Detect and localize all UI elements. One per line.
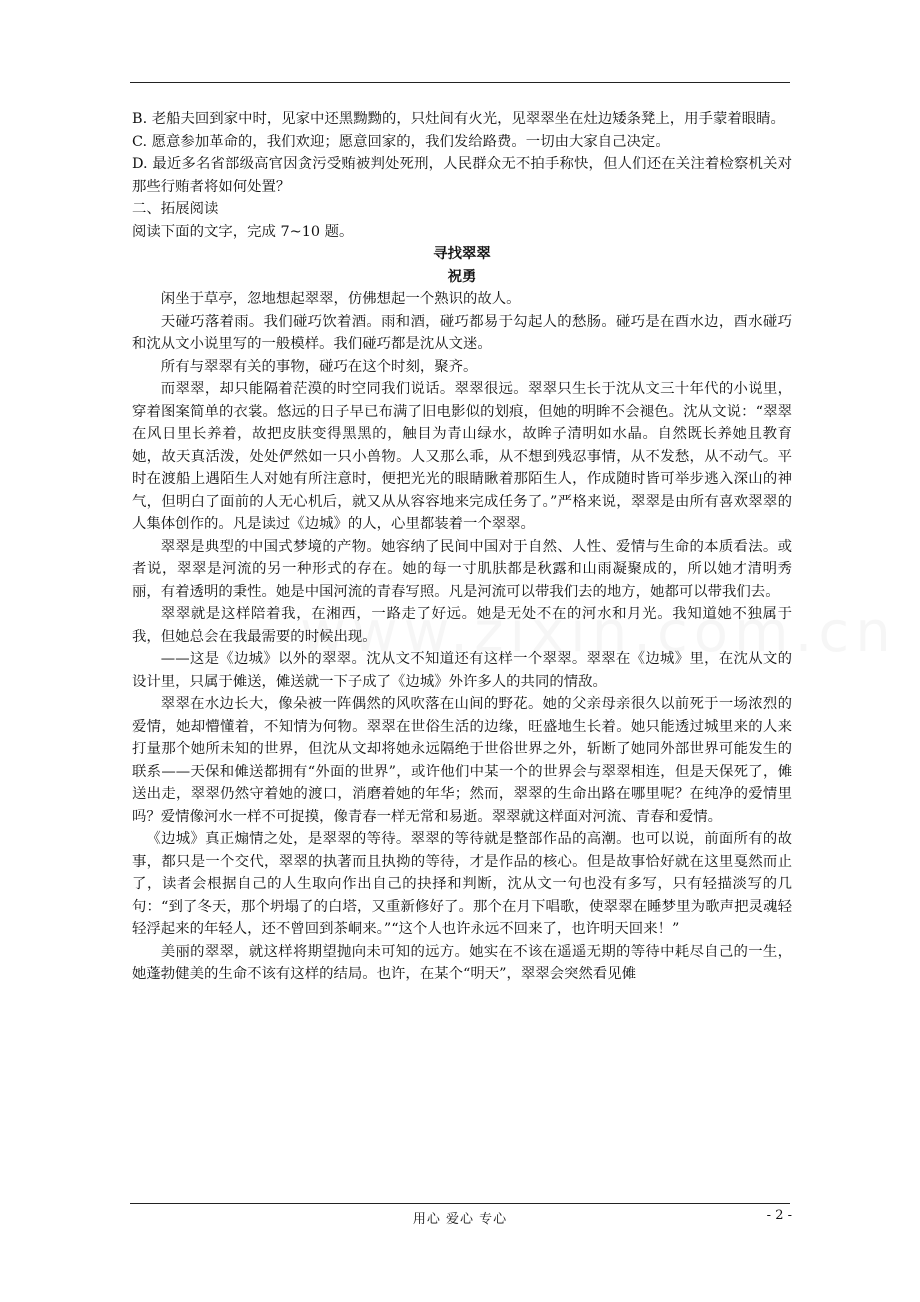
article-paragraph: 美丽的翠翠，就这样将期望抛向未可知的远方。她实在不该在遥遥无期的等待中耗尽自己的一生，她蓬勃健美的生命不该有这样的结局。也许，在某个“明天”，翠翠会突然看见傩 [132, 943, 792, 982]
option-d: D. 最近多名省部级高官因贪污受贿被判处死刑，人民群众无不拍手称快，但人们还在关注着检察机关对那些行贿者将如何处置？ [132, 156, 792, 195]
article-author: 祝勇 [447, 268, 477, 285]
option-b: B. 老船夫回到家中时，见家中还黑黝黝的，只灶间有火光，见翠翠坐在灶边矮条凳上，用手蒙着眼睛。 [132, 111, 785, 127]
document-body [132, 108, 792, 986]
option-c: C. 愿意参加革命的，我们欢迎；愿意回家的，我们发给路费。一切由大家自己决定。 [132, 133, 670, 150]
reading-instruction: 阅读下面的文字，完成 7~10 题。 [132, 223, 354, 240]
article-paragraph: 天碰巧落着雨。我们碰巧饮着酒。雨和酒，碰巧都易于勾起人的愁肠。碰巧是在酉水边，酉水碰巧和沈从文小说里写的一般模样。我们碰巧都是沈从文迷。 [132, 313, 792, 352]
article-paragraph: 闲坐于草亭，忽地想起翠翠，仿佛想起一个熟识的故人。 [160, 291, 521, 307]
footer-motto: 用心 爱心 专心 [412, 1212, 508, 1227]
article-paragraph: 而翠翠，却只能隔着茫漠的时空同我们说话。翠翠很远。翠翠只生长于沈从文三十年代的小说里，穿着图案简单的衣裳。悠远的日子早已布满了旧电影似的划痕，但她的明眸不会褪色。沈从文说：“翠翠在风日里长养着，故把皮肤变得黑黑的，触目为青山绿水，故眸子清明如水晶。自然既长养她且教育她，故天真活泼，处处俨然如一只小兽物。人又那么乖，从不想到残忍事情，从不发愁，从不动气。平时在渡船上遇陌生人对她有所注意时，便把光光的眼睛瞅着那陌生人，作成随时皆可举步逃入深山的神气，但明白了面前的人无心机后，就又从从容容地来完成任务了。”严格来说，翠翠是由所有喜欢翠翠的人集体创作的。凡是读过《边城》的人，心里都装着一个翠翠。 [132, 381, 792, 532]
article-paragraph: 所有与翠翠有关的事物，碰巧在这个时刻，聚齐。 [160, 358, 478, 375]
header-rule [130, 82, 790, 83]
section-heading: 二、拓展阅读 [132, 201, 219, 217]
article-paragraph: ——这是《边城》以外的翠翠。沈从文不知道还有这样一个翠翠。翠翠在《边城》里，在沈从文的设计里，只属于傩送，傩送就一下子成了《边城》外许多人的共同的情敌。 [132, 651, 792, 690]
article-paragraph: 翠翠在水边长大，像朵被一阵偶然的风吹落在山间的野花。她的父亲母亲很久以前死于一场浓烈的爱情，她却懵懂着，不知情为何物。翠翠在世俗生活的边缘，旺盛地生长着。她只能透过城里来的人来打量那个她所未知的世界，但沈从文却将她永远隔绝于世俗世界之外，斩断了她同外部世界可能发生的联系——天保和傩送都拥有“外面的世界”，或许他们中某一个的世界会与翠翠相连，但是天保死了，傩送出走，翠翠仍然守着她的渡口，消磨着她的年华；然而，翠翠的生命出路在哪里呢？在纯净的爱情里吗？爱情像河水一样不可捉摸，像青春一样无常和易逝。翠翠就这样面对河流、青春和爱情。 [132, 696, 792, 825]
article-paragraph: 翠翠是典型的中国式梦境的产物。她容纳了民间中国对于自然、人性、爱情与生命的本质看法。或者说，翠翠是河流的另一种形式的存在。她的每一寸肌肤都是秋露和山雨凝聚成的，所以她才清明秀丽，有着透明的秉性。她是中国河流的青春写照。凡是河流可以带我们去的地方，她都可以带我们去。 [132, 538, 792, 600]
article-paragraph: 《边城》真正煽情之处，是翠翠的等待。翠翠的等待就是整部作品的高潮。也可以说，前面所有的故事，都只是一个交代，翠翠的执著而且执拗的等待，才是作品的核心。但是故事恰好就在这里戛然而止了，读者会根据自己的人生取向作出自己的抉择和判断，沈从文一句也没有多写，只有轻描淡写的几句：“到了冬天，那个坍塌了的白塔，又重新修好了。那个在月下唱歌，使翠翠在睡梦里为歌声把灵魂轻轻浮起来的年轻人，还不曾回到茶峒来。”“这个人也许永远不回来了，也许明天回来！” [132, 831, 792, 937]
footer-rule [130, 1203, 790, 1204]
page-number: - 2 - [766, 1208, 792, 1223]
article-title: 寻找翠翠 [433, 246, 491, 262]
article-paragraph: 翠翠就是这样陪着我，在湘西，一路走了好远。她是无处不在的河水和月光。我知道她不独属于我，但她总会在我最需要的时候出现。 [132, 606, 792, 645]
